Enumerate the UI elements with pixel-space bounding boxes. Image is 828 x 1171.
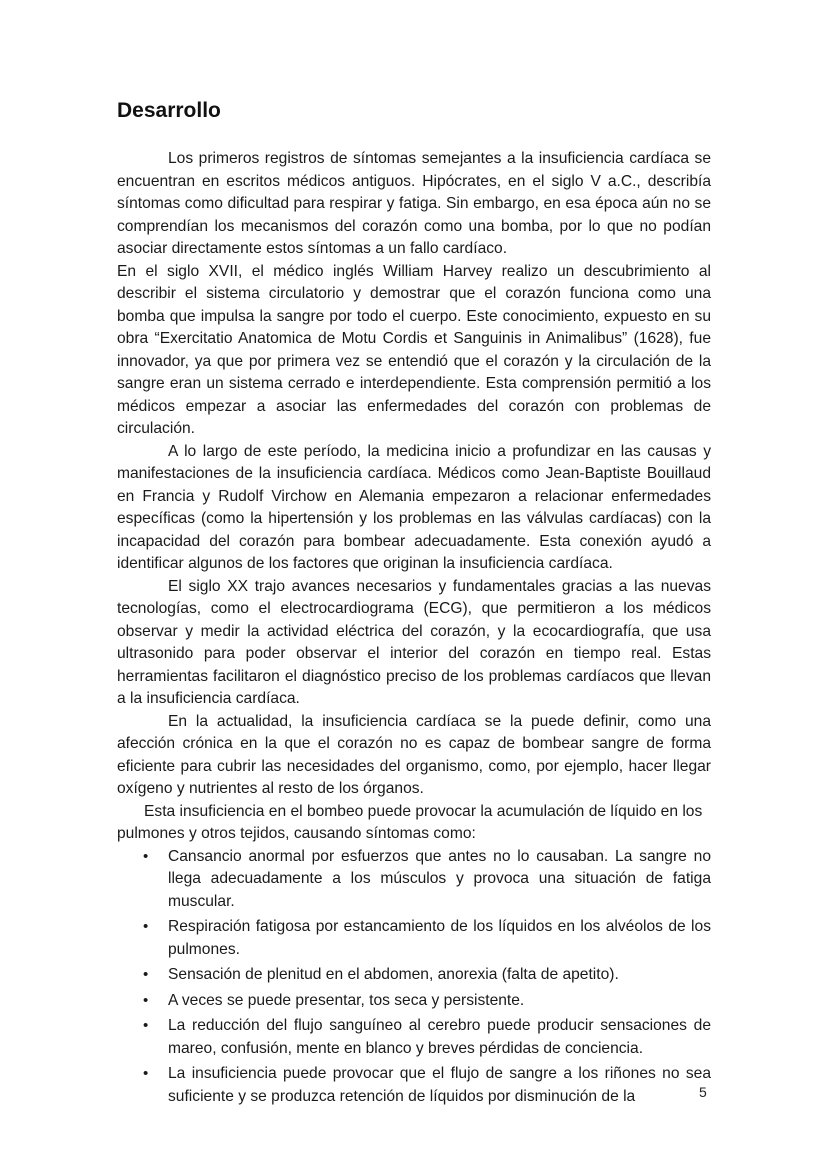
list-item: [117, 1063, 711, 1108]
list-item: [117, 964, 711, 987]
paragraph-current-definition: En la actualidad, la insuficiencia cardíaca se la puede definir, como una afección crónica en la que el corazón no es capaz de bombear sangre de forma eficiente para cubrir las necesidades del organismo, como, por ejemplo, hacer llegar oxígeno y nutrientes al resto de los órganos.: [117, 712, 711, 797]
list-item-text: A veces se puede presentar, tos seca y persistente.: [168, 991, 525, 1009]
page-number: 5: [699, 1084, 707, 1100]
paragraph-twentieth-century: El siglo XX trajo avances necesarios y fundamentales gracias a las nuevas tecnologías, como el electrocardiograma (ECG), que permitieron a los médicos observar y medir la actividad eléctrica del corazón, y la ecocardiografía, que usa ultrasonido para poder observar el interior del corazón en tiempo real. Estas herramientas facilitaron el diagnóstico preciso de los problemas cardíacos que llevan a la insuficiencia cardíaca.: [117, 577, 711, 707]
bullet-icon: •: [143, 918, 149, 935]
paragraph-period-medicine: A lo largo de este período, la medicina inicio a profundizar en las causas y manifestaciones de la insuficiencia cardíaca. Médicos como Jean-Baptiste Bouillaud en Francia y Rudolf Virchow en Alemania empezaron a relacionar enfermedades específicas (como la hipertensión y los problemas en las válvulas cardíacas) con la incapacidad del corazón para bombear adecuadamente. Esta conexión ayudó a identificar algunos de los factores que originan la insuficiencia cardíaca.: [117, 442, 711, 572]
bullet-icon: •: [143, 966, 149, 983]
list-item: [117, 846, 711, 914]
list-item: [117, 916, 711, 961]
paragraph-early-records: Los primeros registros de síntomas semejantes a la insuficiencia cardíaca se encuentran en escritos médicos antiguos. Hipócrates, en el siglo V a.C., describía síntomas como dificultad para respirar y fatiga. Sin embargo, en esa época aún no se comprendían los mecanismos del corazón como una bomba, por lo que no podían asociar directamente estos síntomas a un fallo cardíaco.: [117, 150, 711, 257]
list-item-text: Respiración fatigosa por estancamiento de los líquidos en los alvéolos de los pulmones.: [168, 918, 711, 958]
list-item: [117, 990, 711, 1013]
list-item-text: Sensación de plenitud en el abdomen, anorexia (falta de apetito).: [168, 966, 619, 983]
list-item-text: La reducción del flujo sanguíneo al cerebro puede producir sensaciones de mareo, confusión, mente en blanco y breves pérdidas de conciencia.: [168, 1017, 711, 1057]
paragraph-symptoms-intro: Esta insuficiencia en el bombeo puede provocar la acumulación de líquido en los pulmones y otros tejidos, causando síntomas como:: [117, 802, 703, 842]
list-item-text: Cansancio anormal por esfuerzos que antes no lo causaban. La sangre no llega adecuadamente a los músculos y provoca una situación de fatiga muscular.: [168, 847, 711, 910]
bullet-icon: •: [143, 847, 149, 865]
document-page: [117, 96, 711, 1111]
list-item-text: La insuficiencia puede provocar que el flujo de sangre a los riñones no sea suficiente y se produzca retención de líquidos por disminución de la: [168, 1065, 711, 1105]
bullet-icon: •: [143, 1017, 149, 1034]
bullet-icon: •: [143, 991, 149, 1009]
list-item: [117, 1015, 711, 1060]
paragraph-harvey: En el siglo XVII, el médico inglés William Harvey realizo un descubrimiento al describir el sistema circulatorio y demostrar que el corazón funciona como una bomba que impulsa la sangre por todo el cuerpo. Este conocimiento, expuesto en su obra “Exercitatio Anatomica de Motu Cordis et Sanguinis in Animalibus” (1628), fue innovador, ya que por primera vez se entendió que el corazón y la circulación de la sangre eran un sistema cerrado e interdependiente. Esta comprensión permitió a los médicos empezar a asociar las enfermedades del corazón con problemas de circulación.: [117, 262, 711, 437]
bullet-icon: •: [143, 1065, 149, 1082]
section-heading: Desarrollo: [117, 99, 221, 122]
symptoms-list: [117, 846, 711, 1109]
